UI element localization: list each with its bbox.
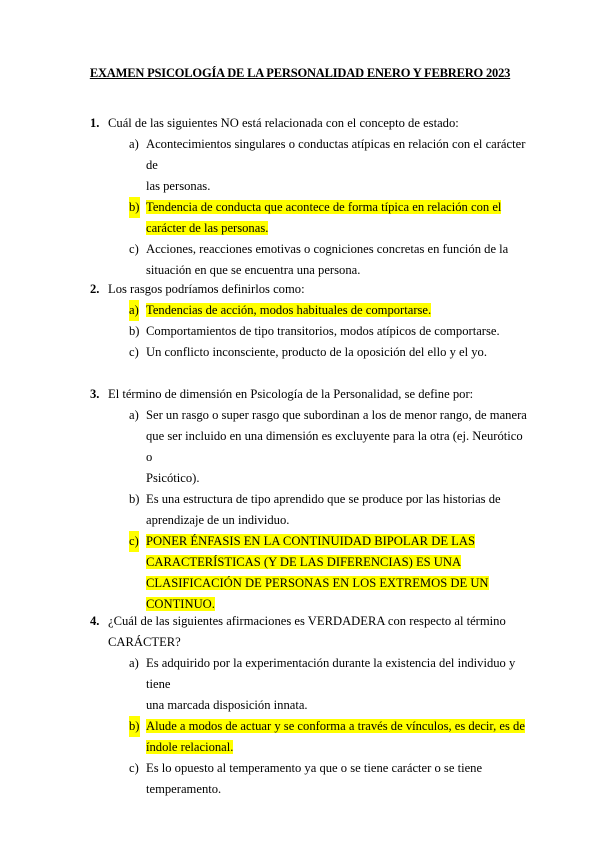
option-text: temperamento. bbox=[146, 782, 222, 796]
highlighted-answer-text: PONER ÉNFASIS EN LA CONTINUIDAD BIPOLAR DE LAS bbox=[146, 534, 475, 548]
highlighted-answer-text: Tendencia de conducta que acontece de forma típica en relación con el bbox=[146, 200, 502, 214]
question-text-line: El término de dimensión en Psicología de la Personalidad, se define por: bbox=[108, 387, 474, 401]
option-text: Ser un rasgo o super rasgo que subordinan a los de menor rango, de manera bbox=[146, 408, 527, 422]
question-number: 4. bbox=[90, 614, 100, 628]
option-text: Es adquirido por la experimentación durante la existencia del individuo y tiene bbox=[146, 656, 516, 691]
option-list bbox=[90, 653, 530, 800]
question-number: 1. bbox=[90, 116, 100, 130]
highlighted-answer-text: carácter de las personas. bbox=[146, 221, 269, 235]
option-list bbox=[90, 300, 530, 363]
option-label: a) bbox=[129, 137, 139, 151]
option-list bbox=[90, 134, 530, 281]
highlighted-answer-text: CONTINUO. bbox=[146, 597, 215, 611]
question-text bbox=[108, 611, 530, 653]
option-item bbox=[90, 300, 530, 321]
option-label: b) bbox=[129, 324, 140, 338]
option-item bbox=[90, 489, 530, 531]
option-label: b) bbox=[129, 716, 140, 737]
question-4 bbox=[90, 611, 530, 800]
option-item bbox=[90, 342, 530, 363]
option-text: Comportamientos de tipo transitorios, modos atípicos de comportarse. bbox=[146, 324, 500, 338]
question-text bbox=[108, 113, 530, 134]
question-number: 3. bbox=[90, 387, 100, 401]
question-text bbox=[108, 279, 530, 300]
option-item bbox=[90, 239, 530, 281]
option-label: c) bbox=[129, 531, 139, 552]
option-label: b) bbox=[129, 197, 140, 218]
question-text bbox=[108, 384, 530, 405]
option-label: a) bbox=[129, 408, 139, 422]
question-text-line: Los rasgos podríamos definirlos como: bbox=[108, 282, 305, 296]
option-label: c) bbox=[129, 242, 139, 256]
highlighted-answer-text: Tendencias de acción, modos habituales de comportarse. bbox=[146, 303, 432, 317]
question-2 bbox=[90, 279, 530, 363]
option-text: Un conflicto inconsciente, producto de la oposición del ello y el yo. bbox=[146, 345, 487, 359]
option-text: las personas. bbox=[146, 179, 211, 193]
option-item bbox=[90, 758, 530, 800]
option-text: aprendizaje de un individuo. bbox=[146, 513, 290, 527]
question-text-line: Cuál de las siguientes NO está relacionada con el concepto de estado: bbox=[108, 116, 459, 130]
highlighted-answer-text: CLASIFICACIÓN DE PERSONAS EN LOS EXTREMOS DE UN bbox=[146, 576, 489, 590]
option-text: una marcada disposición innata. bbox=[146, 698, 308, 712]
option-label: b) bbox=[129, 492, 140, 506]
option-item bbox=[90, 653, 530, 716]
option-text: situación en que se encuentra una persona. bbox=[146, 263, 361, 277]
option-text: Es una estructura de tipo aprendido que se produce por las historias de bbox=[146, 492, 501, 506]
option-item bbox=[90, 531, 530, 615]
option-text: Acontecimientos singulares o conductas atípicas en relación con el carácter de bbox=[146, 137, 526, 172]
option-text: Psicótico). bbox=[146, 471, 200, 485]
option-label: a) bbox=[129, 300, 139, 321]
option-label: c) bbox=[129, 345, 139, 359]
highlighted-answer-text: Alude a modos de actuar y se conforma a través de vínculos, es decir, es de bbox=[146, 719, 525, 733]
option-label: c) bbox=[129, 761, 139, 775]
option-text: Es lo opuesto al temperamento ya que o se tiene carácter o se tiene bbox=[146, 761, 483, 775]
option-text: Acciones, reacciones emotivas o cogniciones concretas en función de la bbox=[146, 242, 509, 256]
option-text: que ser incluido en una dimensión es excluyente para la otra (ej. Neurótico o bbox=[146, 429, 523, 464]
highlighted-answer-text: índole relacional. bbox=[146, 740, 234, 754]
option-item bbox=[90, 405, 530, 489]
question-3 bbox=[90, 384, 530, 615]
question-text-line: CARÁCTER? bbox=[108, 635, 181, 649]
question-1 bbox=[90, 113, 530, 281]
document-title: EXAMEN PSICOLOGÍA DE LA PERSONALIDAD ENERO Y FEBRERO 2023 bbox=[89, 66, 511, 80]
option-label: a) bbox=[129, 656, 139, 670]
option-item bbox=[90, 197, 530, 239]
option-list bbox=[90, 405, 530, 615]
question-text-line: ¿Cuál de las siguientes afirmaciones es VERDADERA con respecto al término bbox=[108, 614, 506, 628]
highlighted-answer-text: CARACTERÍSTICAS (Y DE LAS DIFERENCIAS) ES UNA bbox=[146, 555, 462, 569]
option-item bbox=[90, 321, 530, 342]
option-item bbox=[90, 716, 530, 758]
question-number: 2. bbox=[90, 282, 100, 296]
option-item bbox=[90, 134, 530, 197]
